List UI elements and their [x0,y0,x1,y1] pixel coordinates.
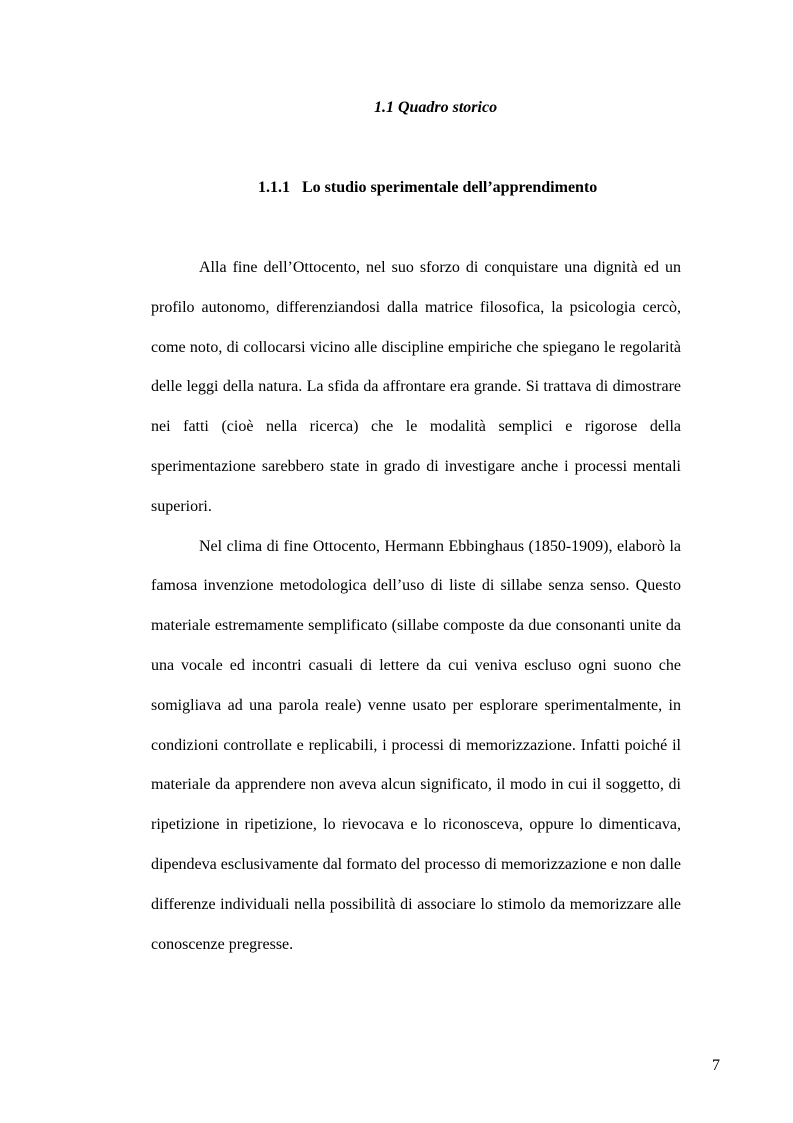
section-title: 1.1 Quadro storico [373,99,498,116]
subsection-number: 1.1.1 [258,179,290,196]
subsection-heading [258,178,597,198]
paragraph: Nel clima di fine Ottocento, Hermann Ebbinghaus (1850-1909), elaborò la famosa invenzione metodologica dell’uso di liste di sillabe senza senso. Questo materiale estremamente semplificato (sillabe composte da due consonanti unite da una vocale ed incontri casuali di lettere da cui veniva escluso ogni suono che somigliava ad una parola reale) venne usato per esplorare sperimentalmente, in condizioni controllate e replicabili, i processi di memorizzazione. Infatti poiché il materiale da apprendere non aveva alcun significato, il modo in cui il soggetto, di ripetizione in ripetizione, lo rievocava e lo riconosceva, oppure lo dimenticava, dipendeva esclusivamente dal formato del processo di memorizzazione e non dalle differenze individuali nella possibilità di associare lo stimolo da memorizzare alle conoscenze pregresse. [151,537,681,953]
body-text [151,248,681,964]
subsection-title: Lo studio sperimentale dell’apprendimento [302,179,598,196]
page-number: 7 [712,1057,720,1074]
paragraph: Alla fine dell’Ottocento, nel suo sforzo di conquistare una dignità ed un profilo autonomo, differenziandosi dalla matrice filosofica, la psicologia cercò, come noto, di collocarsi vicino alle discipline empiriche che spiegano le regolarità delle leggi della natura. La sfida da affrontare era grande. Si trattava di dimostrare nei fatti (cioè nella ricerca) che le modalità semplici e rigorose della sperimentazione sarebbero state in grado di investigare anche i processi mentali superiori. [151,259,681,515]
